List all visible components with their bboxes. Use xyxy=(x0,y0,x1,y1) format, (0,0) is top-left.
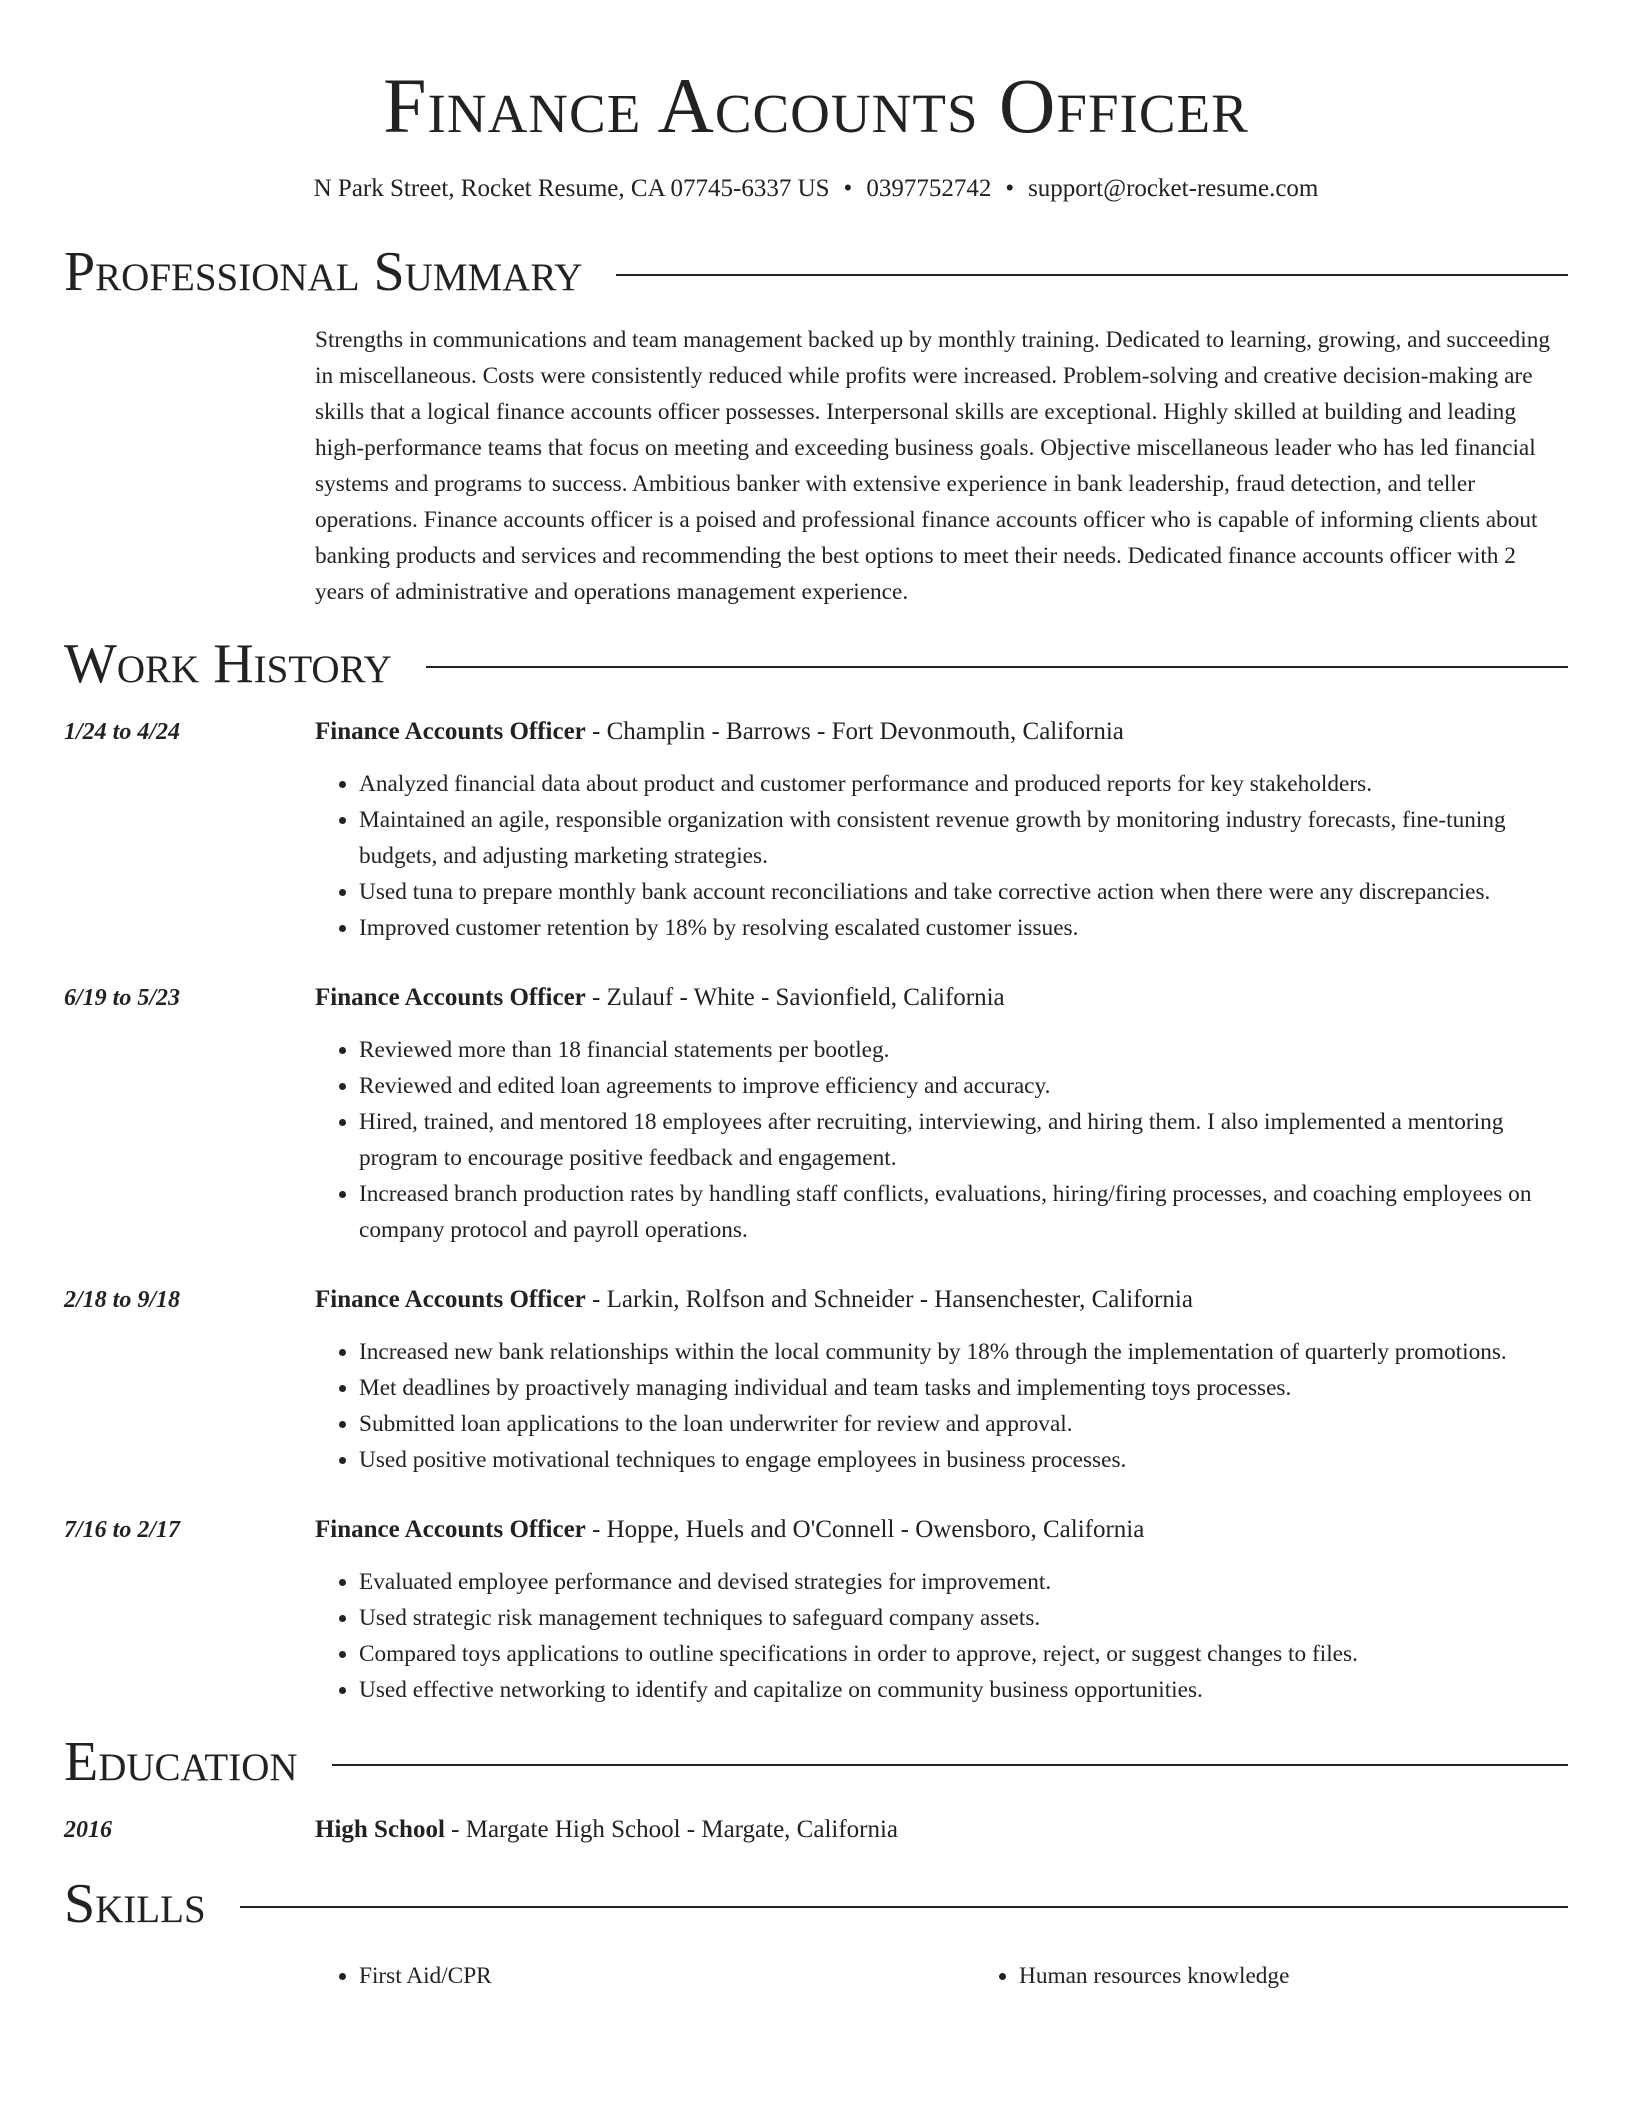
job-dates: 2/18 to 9/18 xyxy=(64,1287,181,1313)
job-bullet: • Used effective networking to identify and capitalize on community business opportunities. xyxy=(359,1672,1568,1708)
summary-heading: Professional Summary xyxy=(64,241,583,303)
skills-list xyxy=(315,1958,1568,1994)
section-divider xyxy=(616,274,1568,276)
job-dates: 7/16 to 2/17 xyxy=(64,1517,181,1543)
education-title-line xyxy=(315,1812,1568,1848)
job-entry xyxy=(64,980,1568,1248)
skills-column-left xyxy=(315,1958,975,1994)
contact-separator: • xyxy=(843,175,853,202)
job-title: Finance Accounts Officer xyxy=(315,1286,586,1313)
education-body xyxy=(315,1812,1568,1848)
skill-item: • First Aid/CPR xyxy=(359,1958,975,1994)
job-bullet: • Submitted loan applications to the loan underwriter for review and approval. xyxy=(359,1406,1568,1442)
section-divider xyxy=(332,1764,1568,1766)
education-heading: Education xyxy=(64,1731,298,1793)
job-bullet: • Analyzed financial data about product and customer performance and produced reports for key stakeholders. xyxy=(359,766,1568,802)
resume-name: Finance Accounts Officer xyxy=(383,62,1249,149)
job-title: Finance Accounts Officer xyxy=(315,718,586,745)
job-body xyxy=(315,980,1568,1248)
summary-text: Strengths in communications and team management backed up by monthly training. Dedicated to learning, growing, and succeeding in miscellaneous. Costs were consistently reduced while profits were increased. Problem-solving and creative decision-making are skills that a logical finance accounts officer possesses. Interpersonal skills are exceptional. Highly skilled at building and leading high-performance teams that focus on meeting and exceeding business goals. Objective miscellaneous leader who has led financial systems and programs to success. Ambitious banker with extensive experience in bank leadership, fraud detection, and teller operations. Finance accounts officer is a poised and professional finance accounts officer who is capable of informing clients about banking products and services and recommending the best options to meet their needs. Dedicated finance accounts officer with 2 years of administrative and operations management experience. xyxy=(315,327,1551,605)
resume-page xyxy=(64,0,1568,1994)
education-year: 2016 xyxy=(64,1817,112,1843)
summary-section-header xyxy=(64,240,1568,304)
job-bullet: • Used positive motivational techniques to engage employees in business processes. xyxy=(359,1442,1568,1478)
job-bullets xyxy=(315,766,1568,946)
job-details: - Larkin, Rolfson and Schneider - Hansenchester, California xyxy=(585,1286,1193,1313)
education-entry xyxy=(64,1812,1568,1848)
job-bullet: • Used tuna to prepare monthly bank account reconciliations and take corrective action when there were any discrepancies. xyxy=(359,874,1568,910)
job-bullets xyxy=(315,1334,1568,1478)
job-bullet: • Used strategic risk management techniques to safeguard company assets. xyxy=(359,1600,1568,1636)
job-bullet: • Reviewed more than 18 financial statements per bootleg. xyxy=(359,1032,1568,1068)
job-body xyxy=(315,1282,1568,1478)
job-bullet: • Increased new bank relationships within the local community by 18% through the implementation of quarterly promotions. xyxy=(359,1334,1568,1370)
contact-address: N Park Street, Rocket Resume, CA 07745-6337 US xyxy=(313,175,830,202)
job-bullet: • Compared toys applications to outline specifications in order to approve, reject, or suggest changes to files. xyxy=(359,1636,1568,1672)
job-entry xyxy=(64,714,1568,946)
skills-section-header xyxy=(64,1872,1568,1936)
job-body xyxy=(315,714,1568,946)
job-bullet: • Met deadlines by proactively managing individual and team tasks and implementing toys processes. xyxy=(359,1370,1568,1406)
job-bullets xyxy=(315,1032,1568,1248)
education-section-header xyxy=(64,1730,1568,1794)
job-title-line xyxy=(315,1512,1568,1548)
work-section-header xyxy=(64,632,1568,696)
job-title: Finance Accounts Officer xyxy=(315,984,586,1011)
skill-item: • Human resources knowledge xyxy=(1019,1958,1289,1994)
job-entry xyxy=(64,1282,1568,1478)
job-details: - Zulauf - White - Savionfield, California xyxy=(585,984,1005,1011)
contact-email: support@rocket-resume.com xyxy=(1028,175,1319,202)
job-bullet: • Maintained an agile, responsible organization with consistent revenue growth by monitoring industry forecasts, fine-tuning budgets, and adjusting marketing strategies. xyxy=(359,802,1568,874)
education-degree: High School xyxy=(315,1816,445,1843)
section-divider xyxy=(240,1906,1568,1908)
job-bullet: • Improved customer retention by 18% by resolving escalated customer issues. xyxy=(359,910,1568,946)
contact-line xyxy=(64,174,1568,204)
job-dates: 6/19 to 5/23 xyxy=(64,985,181,1011)
contact-phone: 0397752742 xyxy=(866,175,992,202)
job-bullet: • Hired, trained, and mentored 18 employees after recruiting, interviewing, and hiring them. I also implemented a mentoring program to encourage positive feedback and engagement. xyxy=(359,1104,1568,1176)
skills-column-right xyxy=(975,1958,1289,1994)
job-bullets xyxy=(315,1564,1568,1708)
job-bullet: • Increased branch production rates by handling staff conflicts, evaluations, hiring/firing processes, and coaching employees on company protocol and payroll operations. xyxy=(359,1176,1568,1248)
job-dates: 1/24 to 4/24 xyxy=(64,719,181,745)
job-title: Finance Accounts Officer xyxy=(315,1516,586,1543)
job-title-line xyxy=(315,714,1568,750)
job-title-line xyxy=(315,1282,1568,1318)
job-details: - Hoppe, Huels and O'Connell - Owensboro, California xyxy=(585,1516,1145,1543)
job-bullet: • Evaluated employee performance and devised strategies for improvement. xyxy=(359,1564,1568,1600)
job-bullet: • Reviewed and edited loan agreements to improve efficiency and accuracy. xyxy=(359,1068,1568,1104)
job-details: - Champlin - Barrows - Fort Devonmouth, California xyxy=(585,718,1124,745)
education-details: - Margate High School - Margate, California xyxy=(444,1816,899,1843)
section-divider xyxy=(426,666,1568,668)
contact-separator: • xyxy=(1005,175,1015,202)
skills-heading: Skills xyxy=(64,1873,206,1935)
work-heading: Work History xyxy=(64,633,392,695)
job-body xyxy=(315,1512,1568,1708)
job-title-line xyxy=(315,980,1568,1016)
job-entry xyxy=(64,1512,1568,1708)
